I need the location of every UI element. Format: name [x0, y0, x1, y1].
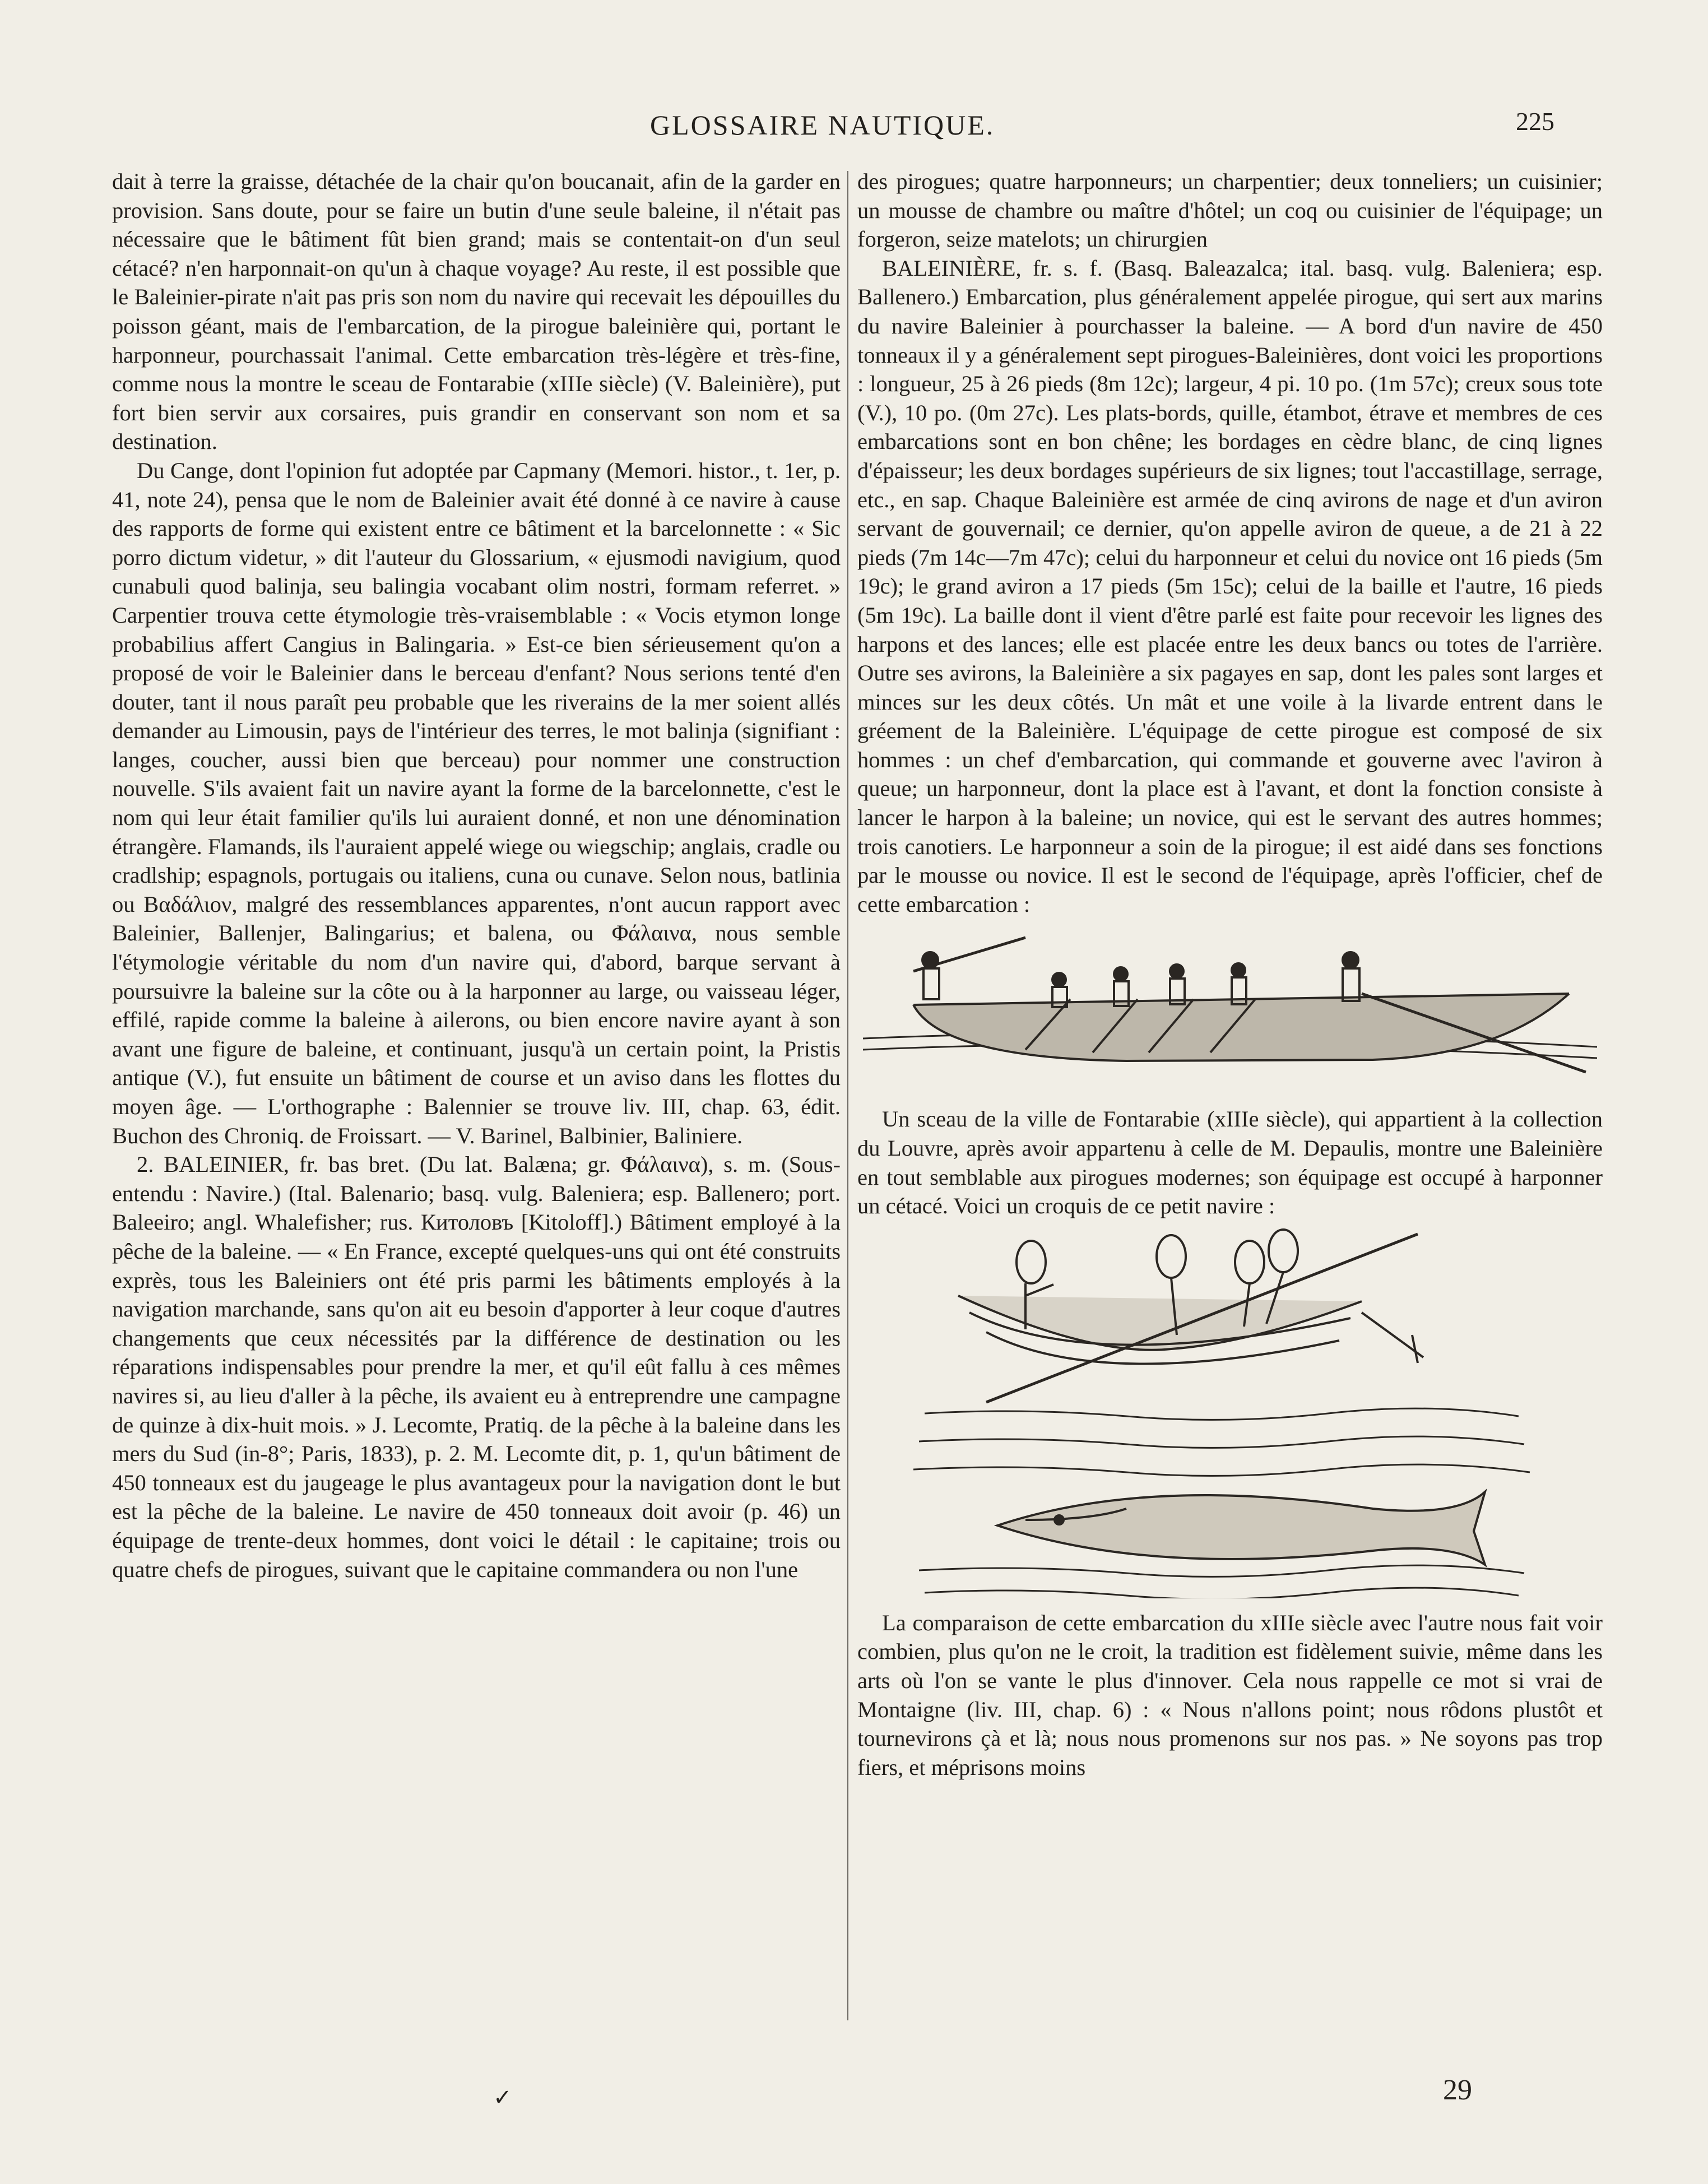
- page-number: 225: [1516, 107, 1554, 136]
- running-title: GLOSSAIRE NAUTIQUE.: [650, 109, 995, 141]
- paragraph: 2. BALEINIER, fr. bas bret. (Du lat. Balæna; gr. Φάλαινα), s. m. (Sous-entendu : Navire.) (Ital. Balenario; basq. vulg. Baleniera; esp. Ballenero; port. Baleeiro; angl. Whalefisher; rus. Китоловъ [Kitoloff].) Bâtiment employé à la pêche de la baleine. — « En France, excepté quelques-uns qui ont été construits exprès, tous les Baleiniers ont été pris parmi les bâtiments employés à la navigation marchande, sans qu'on ait eu besoin d'apporter à leur coque d'autres changements que ceux nécessités par la différence de destination ou les réparations indispensables pour prendre la mer, et qu'il eût fallu à ces mêmes navires si, au lieu d'aller à la pêche, ils avaient eu à entreprendre une campagne de quinze à dix-huit mois. » J. Lecomte, Pratiq. de la pêche à la baleine dans les mers du Sud (in-8°; Paris, 1833), p. 2. M. Lecomte dit, p. 1, qu'un bâtiment de 450 tonneaux est du jaugeage le plus avantageux pour la navigation dont le but est la pêche de la baleine. Le navire de 450 tonneaux doit avoir (p. 46) un équipage de trente-deux hommes, dont voici le détail : le capitaine; trois ou quatre chefs de pirogues, suivant que le capitaine commandera ou non l'une: [112, 1152, 841, 1582]
- paragraph: BALEINIÈRE, fr. s. f. (Basq. Baleazalca; ital. basq. vulg. Baleniera; esp. Ballenero.) Embarcation, plus généralement appelée pirogue, qui sert aux marins du navire Baleinier à pourchasser la baleine. — A bord d'un navire de 450 tonneaux il y a généralement sept pirogues-Baleinières, dont voici les proportions : longueur, 25 à 26 pieds (8m 12c); largeur, 4 pi. 10 po. (1m 57c); creux sous tote (V.), 10 po. (0m 27c). Les plats-bords, quille, étambot, étrave et membres de ces embarcations sont en bon chêne; les bordages en cèdre blanc, de cinq lignes d'épaisseur; les deux bordages supérieurs de six lignes; tout l'accastillage, serrage, etc., en sap. Chaque Baleinière est armée de cinq avirons de nage et d'un aviron servant de gouvernail; ce dernier, qu'on appelle aviron de queue, a de 21 à 22 pieds (7m 14c—7m 47c); celui du harponneur et celui du novice ont 16 pieds (5m 19c); le grand aviron a 17 pieds (5m 15c); celui de la baille et l'autre, 16 pieds (5m 19c). La baille dont il vient d'être parlé est faite pour recevoir les lignes des harpons et des lances; elle est placée entre les deux bancs ou totes de l'arrière. Outre ses avirons, la Baleinière a six pagayes en sap, dont les pales sont larges et minces sur les deux côtés. Un mât et une voile à la livarde entrent dans le gréement de la Baleinière. L'équipage de cette pirogue est composé de six hommes : un chef d'embarcation, qui commande et gouverne avec l'aviron à queue; un harponneur, dont la place est à l'avant, et dont la fonction consiste à lancer le harpon à la baleine; un novice, qui est le servant des autres hommes; trois canotiers. Le harponneur a soin de la pirogue; il est aidé dans ses fonctions par le mousse ou novice. Il est le second de l'équipage, après l'officier, chef de cette embarcation :: [857, 255, 1603, 917]
- paragraph: dait à terre la graisse, détachée de la chair qu'on boucanait, afin de la garder en provision. Sans doute, pour se faire un butin d'une seule baleine, il n'était pas nécessaire que le bâtiment fût bien grand; mais se contentait-on d'un seul cétacé? n'en harponnait-on qu'un à chaque voyage? Au reste, il est possible que le Baleinier-pirate n'ait pas pris son nom du navire qui recevait les dépouilles du poisson géant, mais de l'embarcation, de la pirogue baleinière qui, portant le harponneur, pourchassait l'animal. Cette embarcation très-légère et très-fine, comme nous la montre le sceau de Fontarabie (xIIIe siècle) (V. Baleinière), put fort bien servir aux corsaires, puis grandir en conservant son nom et sa destination.: [112, 169, 841, 455]
- column-divider: [847, 171, 848, 2020]
- paragraph: La comparaison de cette embarcation du xIIIe siècle avec l'autre nous fait voir combien, plus qu'on ne le croit, la tradition est fidèlement suivie, même dans les arts où l'on se vante le plus d'innover. Cela nous rappelle ce mot si vrai de Montaigne (liv. III, chap. 6) : « Nous n'allons point; nous rôdons plustôt et tournevirons çà et là; nous nous promenons sur nos pas. » Ne soyons pas trop fiers, et méprisons moins: [857, 1610, 1603, 1780]
- left-column: [112, 167, 841, 2072]
- paragraph: Du Cange, dont l'opinion fut adoptée par Capmany (Memori. histor., t. 1er, p. 41, note 24), pensa que le nom de Baleinier avait été donné à ce navire à cause des rapports de forme qui existent entre ce bâtiment et la barcelonnette : « Sic porro dictum videtur, » dit l'auteur du Glossarium, « ejusmodi navigium, quod cunabuli quod balinja, seu balingia vocabant olim nostri, formam referret. » Carpentier trouva cette étymologie très-vraisemblable : « Vocis etymon longe probabilius affert Cangius in Balingaria. » Est-ce bien sérieusement qu'on a proposé de voir le Baleinier dans le berceau d'enfant? Nous serions tenté d'en douter, tant il nous paraît peu probable que les riverains de la mer soient allés demander au Limousin, pays de l'intérieur des terres, le mot balinja (signifiant : langes, coucher, aussi bien que berceau) pour nommer une construction nouvelle. S'ils avaient fait un navire ayant la forme de la barcelonnette, c'est le nom qui leur était familier qu'ils lui auraient donné, et non une dénomination étrangère. Flamands, ils l'auraient appelé wiege ou wiegschip; anglais, cradle ou cradlship; espagnols, portugais ou italiens, cuna ou cunave. Selon nous, batlinia ou Βαδάλιον, malgré des ressemblances apparentes, n'ont aucun rapport avec Baleinier, Ballenjer, Balingarius; et balena, ou Φάλαινα, nous semble l'étymologie véritable du nom d'un navire qui, d'abord, barque servant à poursuivre la baleine sur la côte ou à la harponner au large, ou vaisseau léger, effilé, rapide comme la baleine à ailerons, ou bien encore navire ayant à son avant une figure de baleine, et continuant, jusqu'à un certain point, la Pristis antique (V.), fut ensuite un bâtiment de course et un aviso dans les flottes du moyen âge. — L'orthographe : Balennier se trouve liv. III, chap. 63, édit. Buchon des Chroniq. de Froissart. — V. Barinel, Balbinier, Baliniere.: [112, 457, 841, 1148]
- fontarabie-seal-sketch: [857, 1228, 1603, 1598]
- margin-mark: ✓: [493, 2085, 512, 2111]
- modern-whaleboat-illustration: [857, 926, 1603, 1095]
- paragraph: des pirogues; quatre harponneurs; un charpentier; deux tonneliers; un cuisinier; un mousse de chambre ou maître d'hôtel; un coq ou cuisinier de l'équipage; un forgeron, seize matelots; un chirurgien: [857, 169, 1603, 252]
- right-column: [857, 167, 1603, 2072]
- folio-number: 29: [1443, 2074, 1472, 2106]
- page-header: [0, 105, 1708, 145]
- paragraph: Un sceau de la ville de Fontarabie (xIIIe siècle), qui appartient à la collection du Louvre, après avoir appartenu à celle de M. Depaulis, montre une Baleinière en tout semblable aux pirogues modernes; son équipage est occupé à harponner un cétacé. Voici un croquis de ce petit navire :: [857, 1106, 1603, 1219]
